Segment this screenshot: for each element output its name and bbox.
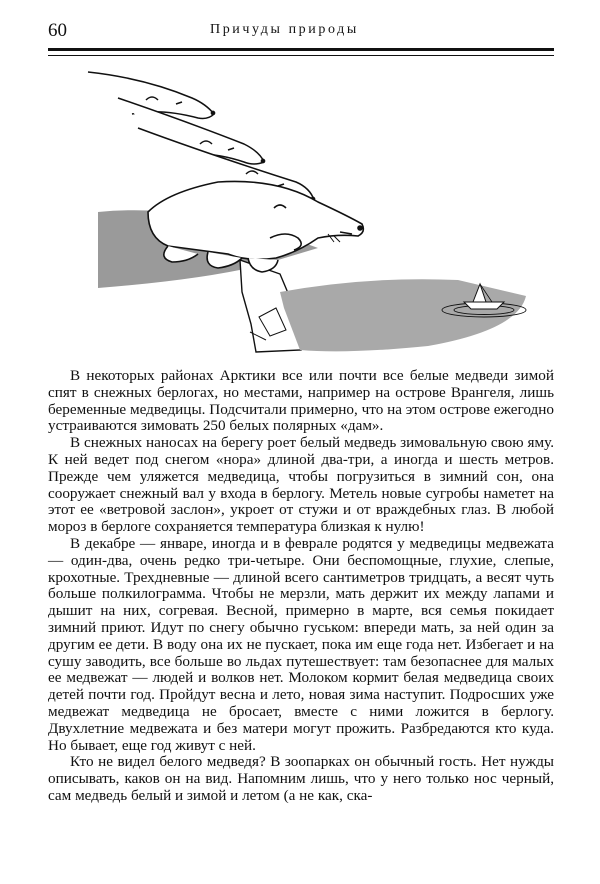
article-body [48, 368, 554, 805]
page-header [48, 20, 554, 44]
paragraph-1: В некоторых районах Арктики все или почти все белые медведи зимой спят в снежных берлогах, но местами, например на острове Врангеля, лишь беременные медведицы. Подсчитали примерно, что на этом острове ежегодно устраиваются зимовать 250 белых полярных «дам». [48, 367, 554, 435]
header-rule-thick [48, 48, 554, 51]
water-shadow [280, 279, 526, 351]
polar-bear-front [148, 181, 363, 272]
paragraph-4: Кто не видел белого медведя? В зоопарках он обычный гость. Нет нужды описывать, каков он на вид. Напомним лишь, что у него только нос черный, сам медведь белый и зимой и летом (а не как, ска- [48, 753, 554, 804]
running-title: Причуды природы [210, 22, 359, 37]
paragraph-2: В снежных наносах на берегу роет белый медведь зимовальную свою яму. К ней ведет под снегом «нора» длиной два-три, а иногда и шесть метров. Прежде чем уляжется медведица, чтобы погрузиться в зимний сон, она сооружает снежный вал у входа в берлогу. Метель новые сугробы наметет на этот ее «ветровой заслон», укроет от стужи и от враждебных глаз. В любой мороз в берлоге сохраняется температура близкая к нулю! [48, 434, 554, 536]
illustration-polar-bears [48, 62, 554, 354]
page-number: 60 [48, 20, 67, 41]
header-rule-thin [48, 55, 554, 56]
paragraph-3: В декабре — январе, иногда и в феврале родятся у медведицы медвежата — один-два, очень редко три-четыре. Они беспомощные, глухие, слепые, крохотные. Трехдневные — длиной всего сантиметров тридцать, а весят чуть больше полкилограмма. Чтобы не мерзли, мать держит их между лапами и дышит на них, согревая. Весной, примерно в марте, вся семья покидает зимний приют. Идут по снегу обычно гуськом: впереди мать, за ней один за другим ее дети. В воду она их не пускает, пока им еще года нет. Избегает и на сушу заводить, все больше во льдах путешествует: там безопаснее для малых ее медвежат — людей и волков нет. Молоком кормит белая медведица своих детей почти год. Пройдут весна и лето, новая зима наступит. Подросших уже медвежат медведица не бросает, вместе с ними ложится в берлогу. Двухлетние медвежата и без матери могут прожить. Разбредаются кто куда. Но бывает, еще год живут с ней. [48, 534, 554, 754]
